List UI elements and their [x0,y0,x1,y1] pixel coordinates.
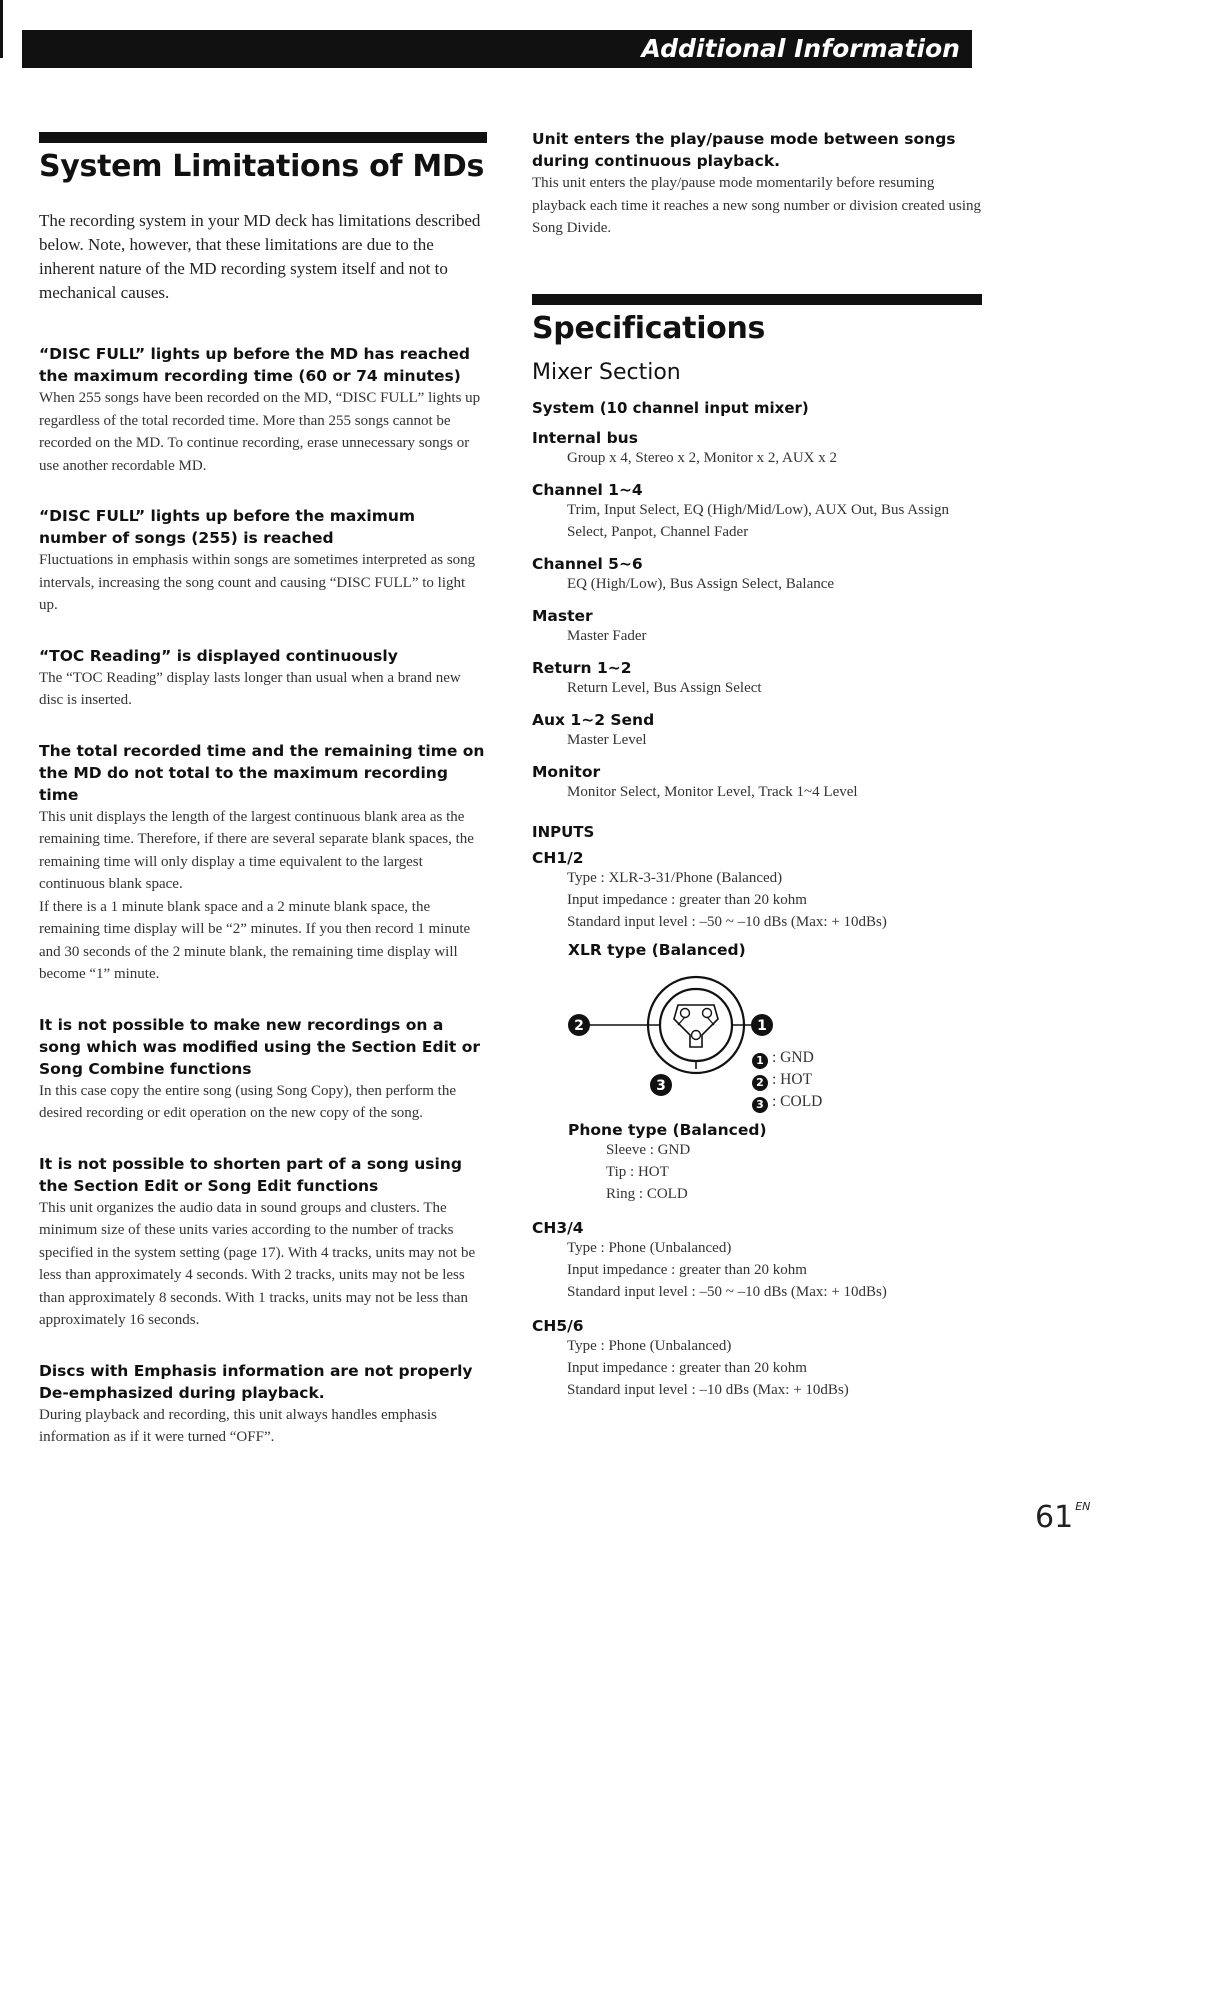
spec-label: Master [532,606,593,625]
section-text: This unit enters the play/pause mode momentarily before resuming playback each time it reaches a new song number or division created using Song Divide. [532,175,982,236]
limitation-section [39,645,487,712]
section-text: In this case copy the entire song (using Song Copy), then perform the desired recording or edit operation on the new copy of the song. [39,1082,456,1121]
specs-title: Specifications [532,310,766,346]
spec-value: Trim, Input Select, EQ (High/Mid/Low), AUX Out, Bus Assign Select, Panpot, Channel Fader [567,501,949,540]
legend-text: : COLD [772,1092,823,1110]
pin-3-label: 3 [656,1077,666,1094]
spec-value: Input impedance : greater than 20 kohm [567,1261,807,1278]
inputs-title: INPUTS [532,822,595,841]
section-text: This unit displays the length of the largest continuous blank area as the remaining time. Therefore, if there are several separate blank spaces, the remaining time will only display a time equivalent to the largest continuous blank space. [39,808,474,892]
legend-row [752,1069,822,1091]
spec-value: Group x 4, Stereo x 2, Monitor x 2, AUX x 2 [567,449,837,466]
system-label: System (10 channel input mixer) [532,398,809,417]
edge-mark [0,0,3,58]
page-language-suffix: EN [1075,1500,1091,1513]
input-channel-label: CH1/2 [532,848,584,867]
section-heading: Unit enters the play/pause mode between songs during continuous playback. [532,130,956,170]
limitation-section [39,343,487,477]
page-number-value: 61 [1035,1500,1074,1535]
spec-value: Type : Phone (Unbalanced) [567,1337,732,1354]
pin-legend [752,1047,822,1113]
section-heading: It is not possible to shorten part of a song using the Section Edit or Song Edit functions [39,1154,462,1195]
limitation-section [39,1153,487,1332]
spec-value: Standard input level : –50 ~ –10 dBs (Max: + 10dBs) [567,913,887,930]
right-column [532,128,982,1401]
phone-title: Phone type (Balanced) [568,1120,767,1139]
specs-rule [532,294,982,305]
spec-label: Aux 1~2 Send [532,710,655,729]
spec-value: Master Fader [567,627,647,644]
limitation-section [39,740,487,986]
mixer-section-title: Mixer Section [532,359,681,385]
spec-label: Internal bus [532,428,638,447]
spec-value: Type : Phone (Unbalanced) [567,1239,732,1256]
spec-value: Master Level [567,731,647,748]
pin-number-icon: 3 [752,1097,768,1113]
pin-2-label: 2 [574,1017,584,1034]
page-title: System Limitations of MDs [39,149,485,184]
section-banner: Additional Information [22,30,972,68]
legend-text: : HOT [772,1070,813,1088]
spec-value: Standard input level : –50 ~ –10 dBs (Max: + 10dBs) [567,1283,887,1300]
spec-value: Tip : HOT [606,1163,669,1180]
title-rule [39,132,487,143]
limitation-section [39,1360,487,1449]
limitation-section [39,1014,487,1125]
page-number [1035,1500,1090,1535]
section-heading: The total recorded time and the remaining time on the MD do not total to the maximum recording time [39,741,485,804]
legend-text: : GND [772,1048,814,1066]
section-text: During playback and recording, this unit always handles emphasis information as if it were turned “OFF”. [39,1406,437,1445]
section-text: Fluctuations in emphasis within songs are sometimes interpreted as song intervals, increasing the song count and causing “DISC FULL” to light up. [39,552,476,613]
legend-row [752,1091,822,1113]
xlr-diagram [532,963,982,1113]
section-text: When 255 songs have been recorded on the MD, “DISC FULL” lights up regardless of the total recorded time. More than 255 songs cannot be recorded on the MD. To continue recording, erase unnecessary songs or use another recordable MD. [39,390,481,474]
input-channel-label: CH5/6 [532,1316,584,1335]
section-heading: “TOC Reading” is displayed continuously [39,646,398,665]
spec-value: Standard input level : –10 dBs (Max: + 10dBs) [567,1381,849,1398]
spec-label: Channel 5~6 [532,554,643,573]
spec-value: Input impedance : greater than 20 kohm [567,891,807,908]
spec-value: EQ (High/Low), Bus Assign Select, Balance [567,575,835,592]
spec-value: Return Level, Bus Assign Select [567,679,762,696]
pin-1-label: 1 [757,1017,767,1034]
spec-label: Channel 1~4 [532,480,643,499]
section-heading: “DISC FULL” lights up before the maximum number of songs (255) is reached [39,507,416,547]
pin-number-icon: 1 [752,1053,768,1069]
legend-row [752,1047,822,1069]
spec-value: Monitor Select, Monitor Level, Track 1~4 Level [567,783,858,800]
left-column [39,132,487,1449]
pin-number-icon: 2 [752,1075,768,1091]
section-text: If there is a 1 minute blank space and a 2 minute blank space, the remaining time display will be “2” minutes. If you then record 1 minute and 30 seconds of the 2 minute blank, the remaining time display will become “1” minute. [39,898,471,982]
section-text: This unit organizes the audio data in sound groups and clusters. The minimum size of these units varies according to the number of tracks specified in the system setting (page 17). With 4 tracks, units may not be less than approximately 4 seconds. With 2 tracks, units may not be less than approximately 8 seconds. With 1 tracks, units may not be less than approximately 16 seconds. [39,1199,476,1328]
spec-value: Type : XLR-3-31/Phone (Balanced) [567,869,783,886]
section-heading: It is not possible to make new recordings on a song which was modified using the Section Edit or Song Combine functions [39,1015,481,1078]
spec-value: Sleeve : GND [606,1141,691,1158]
spec-value: Input impedance : greater than 20 kohm [567,1359,807,1376]
spec-label: Return 1~2 [532,658,632,677]
limitation-section [39,505,487,617]
spec-value: Ring : COLD [606,1185,688,1202]
section-text: The “TOC Reading” display lasts longer than usual when a brand new disc is inserted. [39,669,461,708]
phone-type-block [568,1121,982,1205]
intro-text: The recording system in your MD deck has limitations described below. Note, however, that these limitations are due to the inherent nature of the MD recording system itself and not to mechanical causes. [39,211,481,302]
spec-label: Monitor [532,762,601,781]
xlr-title: XLR type (Balanced) [568,940,746,959]
input-channel-label: CH3/4 [532,1218,584,1237]
section-heading: “DISC FULL” lights up before the MD has reached the maximum recording time (60 or 74 minutes) [39,345,471,385]
section-heading: Discs with Emphasis information are not properly De-emphasized during playback. [39,1361,473,1402]
